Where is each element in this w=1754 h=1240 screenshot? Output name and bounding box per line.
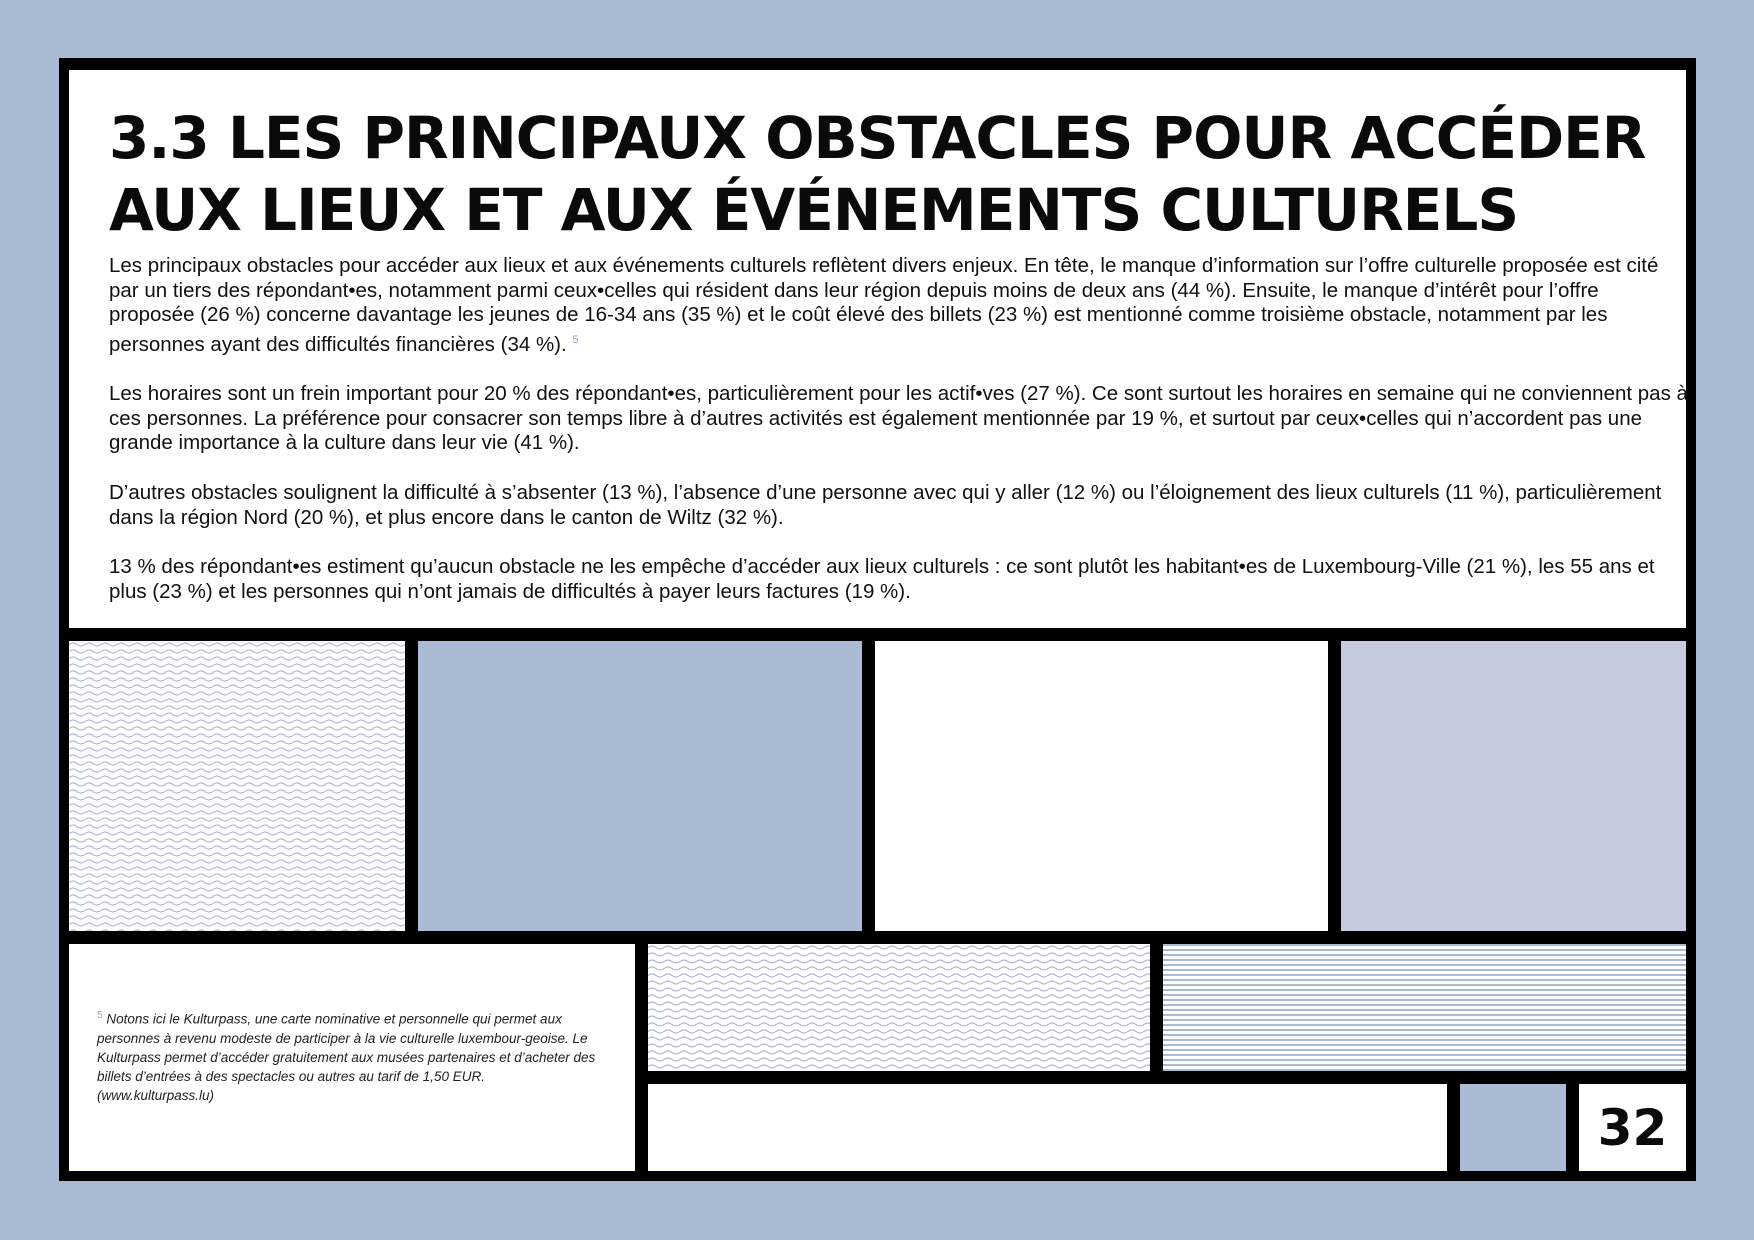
footnote-number: 5: [97, 1010, 103, 1021]
page-frame: [59, 58, 1696, 1181]
paragraph-1: [109, 254, 1689, 357]
paragraph-2: Les horaires sont un frein important pour 20 % des répondant•es, particulièrement pour les actif•ves (27 %). Ce sont surtout les horaires en semaine qui ne conviennent pas à ces personnes. La préférence pour consacrer son temps libre à d’autres activités est également mentionnée par 19 %, et surtout par ceux•celles qui n’accordent pas une grande importance à la culture dans leur vie (41 %).: [109, 382, 1688, 455]
footnote-text: Notons ici le Kulturpass, une carte nominative et personnelle qui permet aux personnes à revenu modeste de participer à la vie culturelle luxembour-geoise. Le Kulturpass permet d’accéder gratuitement aux musées partenaires et d’acheter des billets d’entrées à des spectacles ou autres au tarif de 1,50 EUR. (www.kulturpass.lu): [97, 1011, 596, 1103]
decorative-lightblue-block: [1341, 641, 1686, 931]
paragraph-3: D’autres obstacles soulignent la difficulté à s’absenter (13 %), l’absence d’une personne avec qui y aller (12 %) ou l’éloignement des lieux culturels (11 %), particulièrement dans la région Nord (20 %), et plus encore dans le canton de Wiltz (32 %).: [109, 480, 1662, 529]
footnote-reference: 5: [572, 333, 579, 346]
body-text: [109, 254, 1689, 629]
decorative-striped-block: [1163, 944, 1686, 1071]
paragraph-4: 13 % des répondant•es estiment qu’aucun obstacle ne les empêche d’accéder aux lieux culturels : ce sont plutôt les habitant•es de Luxembourg-Ville (21 %), les 55 ans et plus (23 %) et les personnes qui n’ont jamais de difficultés à payer leurs factures (19 %).: [109, 555, 1655, 603]
decorative-white-block: [875, 641, 1328, 931]
footnote: [97, 1006, 597, 1105]
page-number-box: [1579, 1084, 1686, 1171]
text-panel: [69, 70, 1686, 628]
paragraph-1-text: Les principaux obstacles pour accéder aux lieux et aux événements culturels reflètent divers enjeux. En tête, le manque d’information sur l’offre culturelle proposée est cité par un tiers des répondant•es, notamment parmi ceux•celles qui résident dans leur région depuis moins de deux ans (44 %). Ensuite, le manque d’intérêt pour l’offre proposée (26 %) concerne davantage les jeunes de 16-34 ans (35 %) et le coût élevé des billets (23 %) est mentionné comme troisième obstacle, notamment par les personnes ayant des difficultés financières (34 %).: [109, 254, 1659, 356]
footnote-panel: [69, 944, 635, 1171]
decorative-white-bar: [648, 1084, 1447, 1171]
page-number: 32: [1597, 1098, 1668, 1157]
decorative-wave-block-2: [648, 944, 1150, 1071]
decorative-blue-square: [1460, 1084, 1566, 1171]
page-title: 3.3 LES PRINCIPAUX OBSTACLES POUR ACCÉDER AUX LIEUX ET AUX ÉVÉNEMENTS CULTURELS: [109, 104, 1646, 244]
decorative-blue-block: [418, 641, 862, 931]
decorative-wave-block: [69, 641, 405, 931]
